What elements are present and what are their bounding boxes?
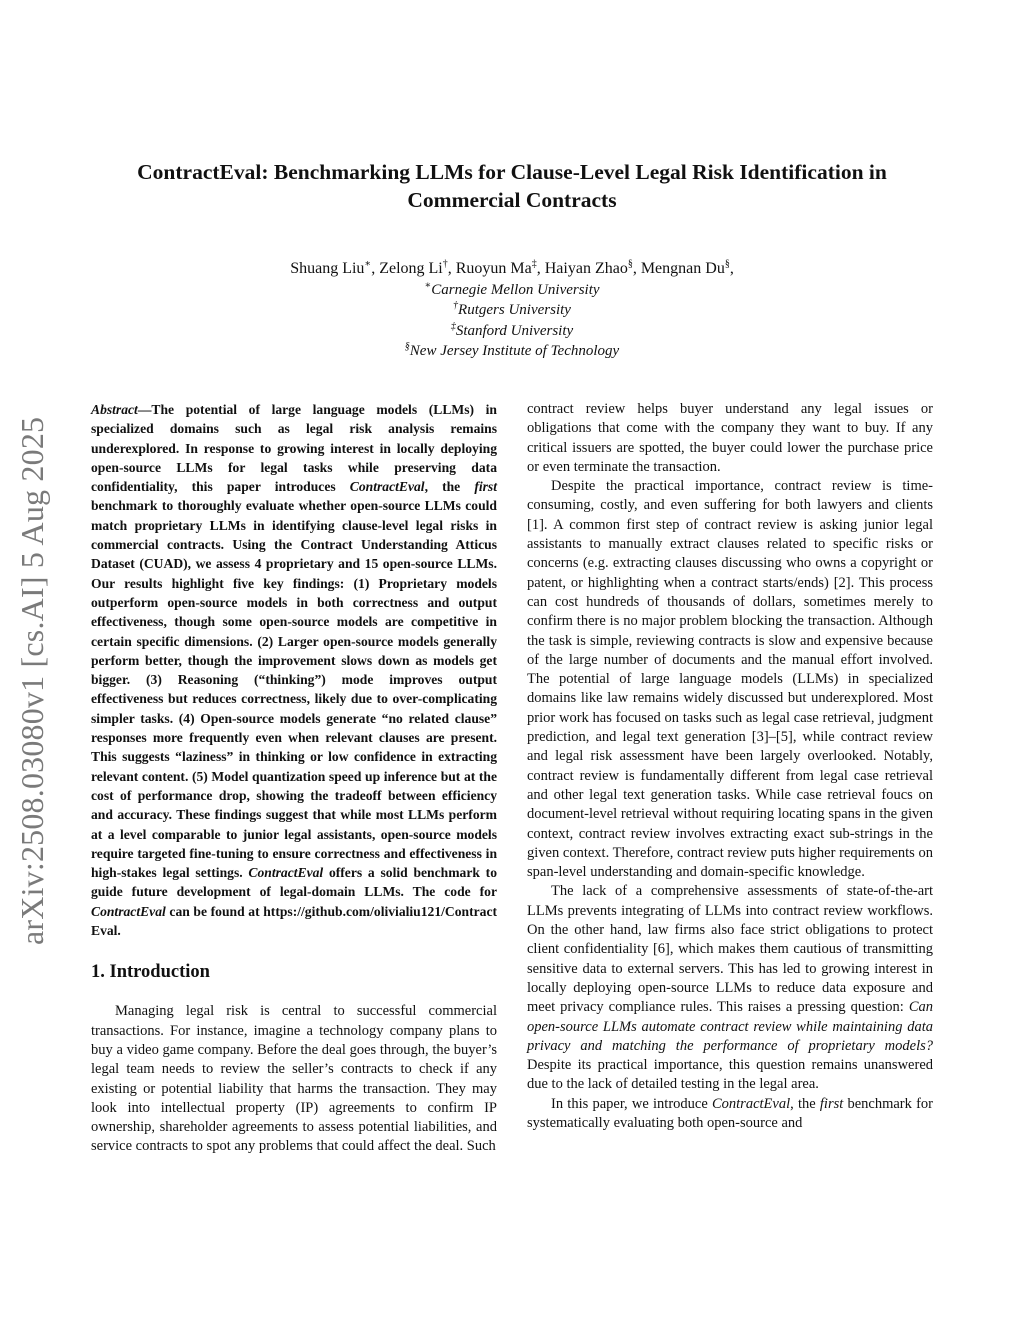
code-link[interactable]: https://github.com/olivialiu121/ContractEval. (91, 903, 497, 939)
paper-title (70, 158, 954, 214)
affiliation: †Rutgers University (453, 300, 571, 318)
author-name: , Ruoyun Ma (447, 260, 532, 277)
author-mark: § (627, 258, 633, 270)
body-paragraph: contract review helps buyer understand any legal issues or obligations that come with the company they want to buy. If any critical issuers are spotted, the buyer could lower the purchase price or even terminate the transaction. (527, 401, 933, 475)
body-paragraph: Despite the practical importance, contract review is time-consuming, costly, and even suffering for both lawyers and clients [1]. A common first step of contract review is asking junior legal assistants to manually extract clauses related to specific risks or concerns (e.g. extracting clauses discussing who owns a copyright or patent, or highlighting when a contract starts/ends) [2]. This process can cost hundreds of thousands of dollars, sometimes merely to confirm there is no major problem blocking the transaction. Although the task is simple, reviewing contracts is slow and expensive because of the large number of documents and the manual effort involved. The potential of large language models (LLMs) in specialized domains like law remains widely discussed but underexplored. Most prior work has focused on tasks such as legal case retrieval, judgment prediction, and legal text generation [3]–[5], while contract review and legal risk assessment have been largely overlooked. Notably, contract review is fundamentally different from legal case retrieval and other legal text generation tasks. While case retrieval foucs on document-level retrieval without requiring locating spans in the given context, contract review involves extracting exact sub-strings in the given context. Therefore, contract review puts higher requirements on span-level understanding and domain-specific knowledge. (527, 478, 933, 881)
title-line-1: ContractEval: Benchmarking LLMs for Clause-Level Legal Risk Identification in (137, 160, 887, 184)
body-paragraph: The lack of a comprehensive assessments of state-of-the-art LLMs prevents integrating of LLMs into contract review workflows. On the other hand, law firms also face strict obligations to protect client confidentiality [6], which makes them cautious of transmitting sensitive data to external servers. This has led to growing interest in locally deploying open-source LLMs to reduce data exposure and meet privacy compliance rules. This raises a pressing question: Can open-source LLMs automate contract review while maintaining data privacy and matching the performance of proprietary models? Despite its practical importance, this question remains unanswered due to the lack of detailed testing in the legal area. (527, 883, 933, 1093)
author-mark: § (724, 258, 730, 270)
author-name: Shuang Liu (290, 260, 365, 277)
intro-paragraph: Managing legal risk is central to successful commercial transactions. For instance, imagine a technology company plans to buy a video game company. Before the deal goes through, the buyer’s legal team needs to review the seller’s contracts to check if any existing or potential liability that harms the transaction. They may look into intellectual property (IP) agreements to confirm IP ownership, shareholder agreements to assess potential liabilities, and service contracts to spot any problems that could affect the deal. Such (91, 1003, 497, 1155)
abstract: Abstract—The potential of large language models (LLMs) in specialized domains such as legal risk analysis remains underexplored. In response to growing interest in locally deploying open-source LLMs for legal tasks while preserving data confidentiality, this paper introduces ContractEval, the first benchmark to thoroughly evaluate whether open-source LLMs could match proprietary LLMs in identifying clause-level legal risks in commercial contracts. Using the Contract Understanding Atticus Dataset (CUAD), we assess 4 proprietary and 15 open-source LLMs. Our results highlight five key findings: (1) Proprietary models outperform open-source models in both correctness and output effectiveness, though some open-source models are competitive in certain specific dimensions. (2) Larger open-source models generally perform better, though the improvement slows down as models get bigger. (3) Reasoning (“thinking”) mode improves output effectiveness but reduces correctness, likely due to over-complicating simpler tasks. (4) Open-source models generate “no related clause” responses more frequently even when relevant clauses are present. This suggests “laziness” in thinking or low confidence in extracting relevant content. (5) Model quantization speed up inference but at the cost of performance drop, showing the tradeoff between efficiency and accuracy. These findings suggest that while most LLMs perform at a level comparable to junior legal assistants, open-source models require targeted fine-tuning to ensure correctness and effectiveness in high-stakes legal settings. ContractEval offers a solid benchmark to guide future development of legal-domain LLMs. The code for ContractEval can be found at https://github.com/olivialiu121/ContractEval. (91, 402, 498, 939)
author-block (150, 259, 874, 362)
author-tail: , (729, 260, 734, 277)
author-mark: ‡ (531, 258, 537, 270)
arxiv-stamp: arXiv:2508.03080v1 [cs.AI] 5 Aug 2025 (14, 416, 50, 945)
affiliation: ‡Stanford University (450, 320, 574, 339)
author-list (150, 259, 874, 280)
author-name: , Haiyan Zhao (536, 260, 628, 277)
author-name: , Mengnan Du (632, 260, 725, 277)
left-column (91, 400, 497, 1157)
author-mark: ∗ (364, 258, 372, 270)
title-line-2: Commercial Contracts (407, 188, 617, 212)
author-name: , Zelong Li (371, 260, 443, 277)
section-heading: 1. Introduction (91, 962, 210, 983)
affiliation: §New Jersey Institute of Technology (404, 341, 620, 359)
body-paragraph: In this paper, we introduce ContractEval, the first benchmark for systematically evaluating both open-source and (527, 1095, 934, 1131)
author-mark: † (442, 258, 448, 270)
right-column (527, 400, 933, 1133)
affiliation: ∗Carnegie Mellon University (424, 279, 600, 298)
